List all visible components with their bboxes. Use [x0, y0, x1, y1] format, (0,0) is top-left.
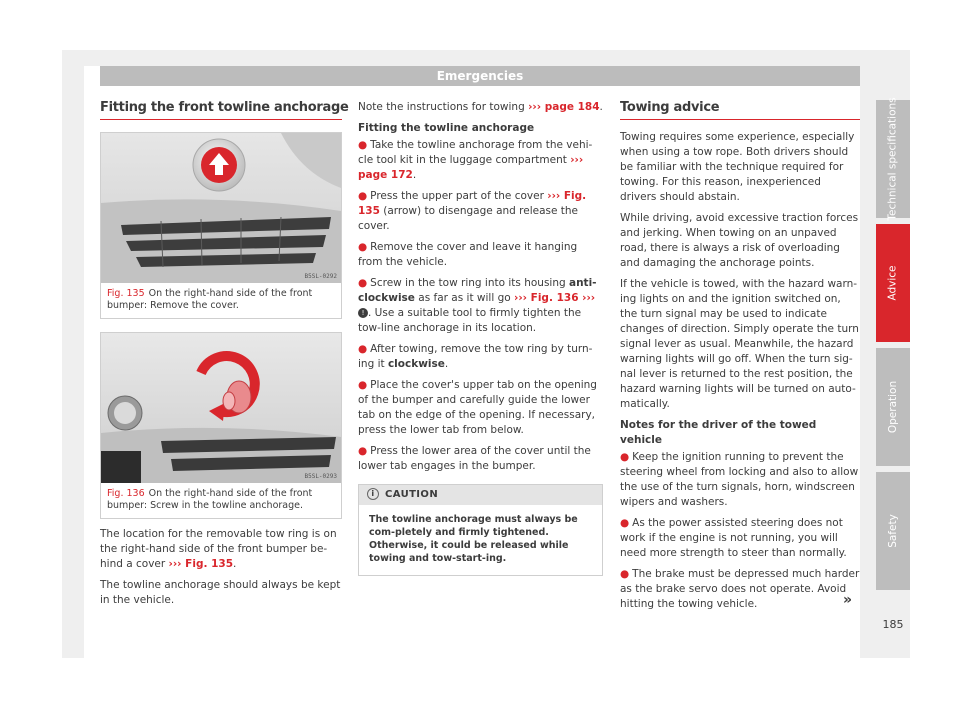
left-body [100, 527, 342, 614]
figure-136-number: Fig. 136 [107, 488, 145, 499]
step-1-end: . [412, 169, 417, 181]
right-heading [620, 100, 860, 120]
left-heading [100, 100, 349, 120]
step-5 [358, 342, 603, 372]
figure-136-code: B5SL-0293 [304, 473, 337, 480]
right-body [620, 130, 860, 618]
note-3-text: The brake must be depressed much harder as the brake servo does not operate. Avoid hitting the towing vehicle. [620, 568, 860, 610]
step-4-text: Screw in the tow ring into its housing [370, 277, 569, 289]
bullet-icon: ● [620, 451, 630, 463]
note-2 [620, 516, 860, 561]
tab-technical-specifications[interactable] [876, 97, 910, 221]
bullet-icon: ● [358, 190, 368, 202]
left-paragraph-2: The towline anchorage should always be kept in the vehicle. [100, 579, 341, 606]
note-1-text: Keep the ignition running to prevent the steering wheel from locking and also to allow the use of the turn signals, horn, windscreen wipers and washers. [620, 451, 859, 508]
step-1 [358, 138, 603, 183]
tab-label: Safety [887, 514, 899, 548]
bullet-icon: ● [358, 343, 368, 355]
figure-135 [100, 132, 342, 319]
step-4-end: . Use a suitable tool to firmly tighten the tow-line anchorage in its location. [358, 307, 582, 334]
step-5-end: . [444, 358, 449, 370]
left-p1-text: The location for the removable tow ring is on the right-hand side of the front bumper be-hind a cover [100, 528, 337, 570]
step-7-text: Press the lower area of the cover until the lower tab engages in the bumper. [358, 445, 591, 472]
step-3-text: Remove the cover and leave it hanging from the vehicle. [358, 241, 578, 268]
step-5-text: After towing, remove the tow ring by turn-ing it [358, 343, 593, 370]
right-paragraph-2: While driving, avoid excessive traction forces and jerking. When towing on an unpaved road, there is always a risk of overloading and damaging the anchorage points. [620, 212, 859, 269]
intro-end: . [599, 101, 603, 113]
bullet-icon: ● [358, 241, 368, 253]
step-2 [358, 189, 603, 234]
link-page-172[interactable]: ››› page 172 [358, 154, 584, 181]
figure-135-number: Fig. 135 [107, 288, 145, 299]
bullet-icon: ● [620, 568, 630, 580]
figure-135-caption [101, 283, 341, 318]
left-heading-text: Fitting the front towline anchorage [100, 100, 349, 115]
link-fig-136[interactable]: ››› Fig. 136 ››› [514, 292, 596, 304]
figure-135-caption-text: On the right-hand side of the front bumper: Remove the cover. [107, 288, 313, 311]
figure-135-code: B5SL-0292 [304, 273, 337, 280]
step-6-text: Place the cover's upper tab on the opening of the bumper and carefully guide the lower tab on the edge of the opening. If necessary, press the lower tab from below. [358, 379, 597, 436]
intro-text: Note the instructions for towing [358, 101, 529, 113]
bullet-icon: ● [620, 517, 630, 529]
intro-paragraph [358, 100, 603, 115]
section-header [100, 66, 860, 86]
middle-body [358, 100, 603, 576]
link-page-184[interactable]: ››› page 184 [528, 101, 600, 113]
caution-text: The towline anchorage must always be com-pletely and firmly tightened. Otherwise, it could be released while towing and tow-start-ing. [369, 514, 578, 564]
link-fig-135[interactable]: ››› Fig. 135 [168, 558, 234, 570]
bumper-cover-illustration [101, 133, 341, 283]
left-p1-end: . [233, 558, 237, 570]
step-1-text: Take the towline anchorage from the vehi-cle tool kit in the luggage compartment [358, 139, 593, 166]
tow-ring-illustration [101, 333, 341, 483]
caution-ref-icon: ! [358, 308, 368, 318]
figure-135-image [101, 133, 341, 283]
caution-box [358, 484, 603, 576]
bullet-icon: ● [358, 445, 368, 457]
towed-vehicle-subheading: Notes for the driver of the towed vehicle [620, 419, 817, 446]
step-6 [358, 378, 603, 438]
note-3 [620, 567, 860, 612]
tab-label: Technical specifications [887, 97, 899, 221]
right-heading-text: Towing advice [620, 100, 720, 115]
tab-label: Operation [887, 380, 900, 434]
step-2-end: (arrow) to disengage and release the cover. [358, 205, 579, 232]
step-3 [358, 240, 603, 270]
step-7 [358, 444, 603, 474]
tab-safety[interactable] [876, 472, 910, 590]
step-4-text-2: as far as it will go [414, 292, 515, 304]
continue-icon: » [843, 592, 853, 608]
bullet-icon: ● [358, 139, 368, 151]
bullet-icon: ● [358, 379, 368, 391]
section-title: Emergencies [436, 69, 524, 83]
figure-136-image [101, 333, 341, 483]
step-4 [358, 276, 603, 336]
caution-title: CAUTION [385, 489, 439, 500]
step-4-bold: anti-clockwise [358, 277, 597, 304]
left-paragraph-1 [100, 527, 342, 572]
caution-header [359, 485, 602, 505]
step-2-text: Press the upper part of the cover [370, 190, 548, 202]
tab-advice[interactable] [876, 224, 910, 342]
step-5-bold: clockwise [387, 358, 445, 370]
bullet-icon: ● [358, 277, 368, 289]
info-icon: i [367, 488, 379, 500]
figure-136-caption [101, 483, 341, 518]
note-1 [620, 450, 860, 510]
tab-operation[interactable] [876, 348, 910, 466]
note-2-text: As the power assisted steering does not work if the engine is not running, you will need more strength to steer than normally. [620, 517, 847, 559]
right-paragraph-1: Towing requires some experience, especially when using a tow rope. Both drivers should be familiar with the technique required for towing. For this reason, inexperienced drivers should abstain. [620, 131, 855, 203]
figure-136-caption-text: On the right-hand side of the front bumper: Screw in the towline anchorage. [107, 488, 313, 511]
tab-label: Advice [887, 265, 899, 301]
link-fig-135[interactable]: ››› Fig. 135 [358, 190, 587, 217]
figure-136 [100, 332, 342, 519]
page-number: 185 [882, 618, 904, 631]
fitting-subheading: Fitting the towline anchorage [358, 122, 535, 134]
right-paragraph-3: If the vehicle is towed, with the hazard warn-ing lights on and the ignition switched on, the turn signal may be used to indicate changes of direction. Simply operate the turn signal lever as usual. Meanwhile, the hazard warning lights will go off. When the turn sig-nal lever is returned to the rest position, the hazard warning lights will be turned on auto-matically. [620, 278, 859, 410]
